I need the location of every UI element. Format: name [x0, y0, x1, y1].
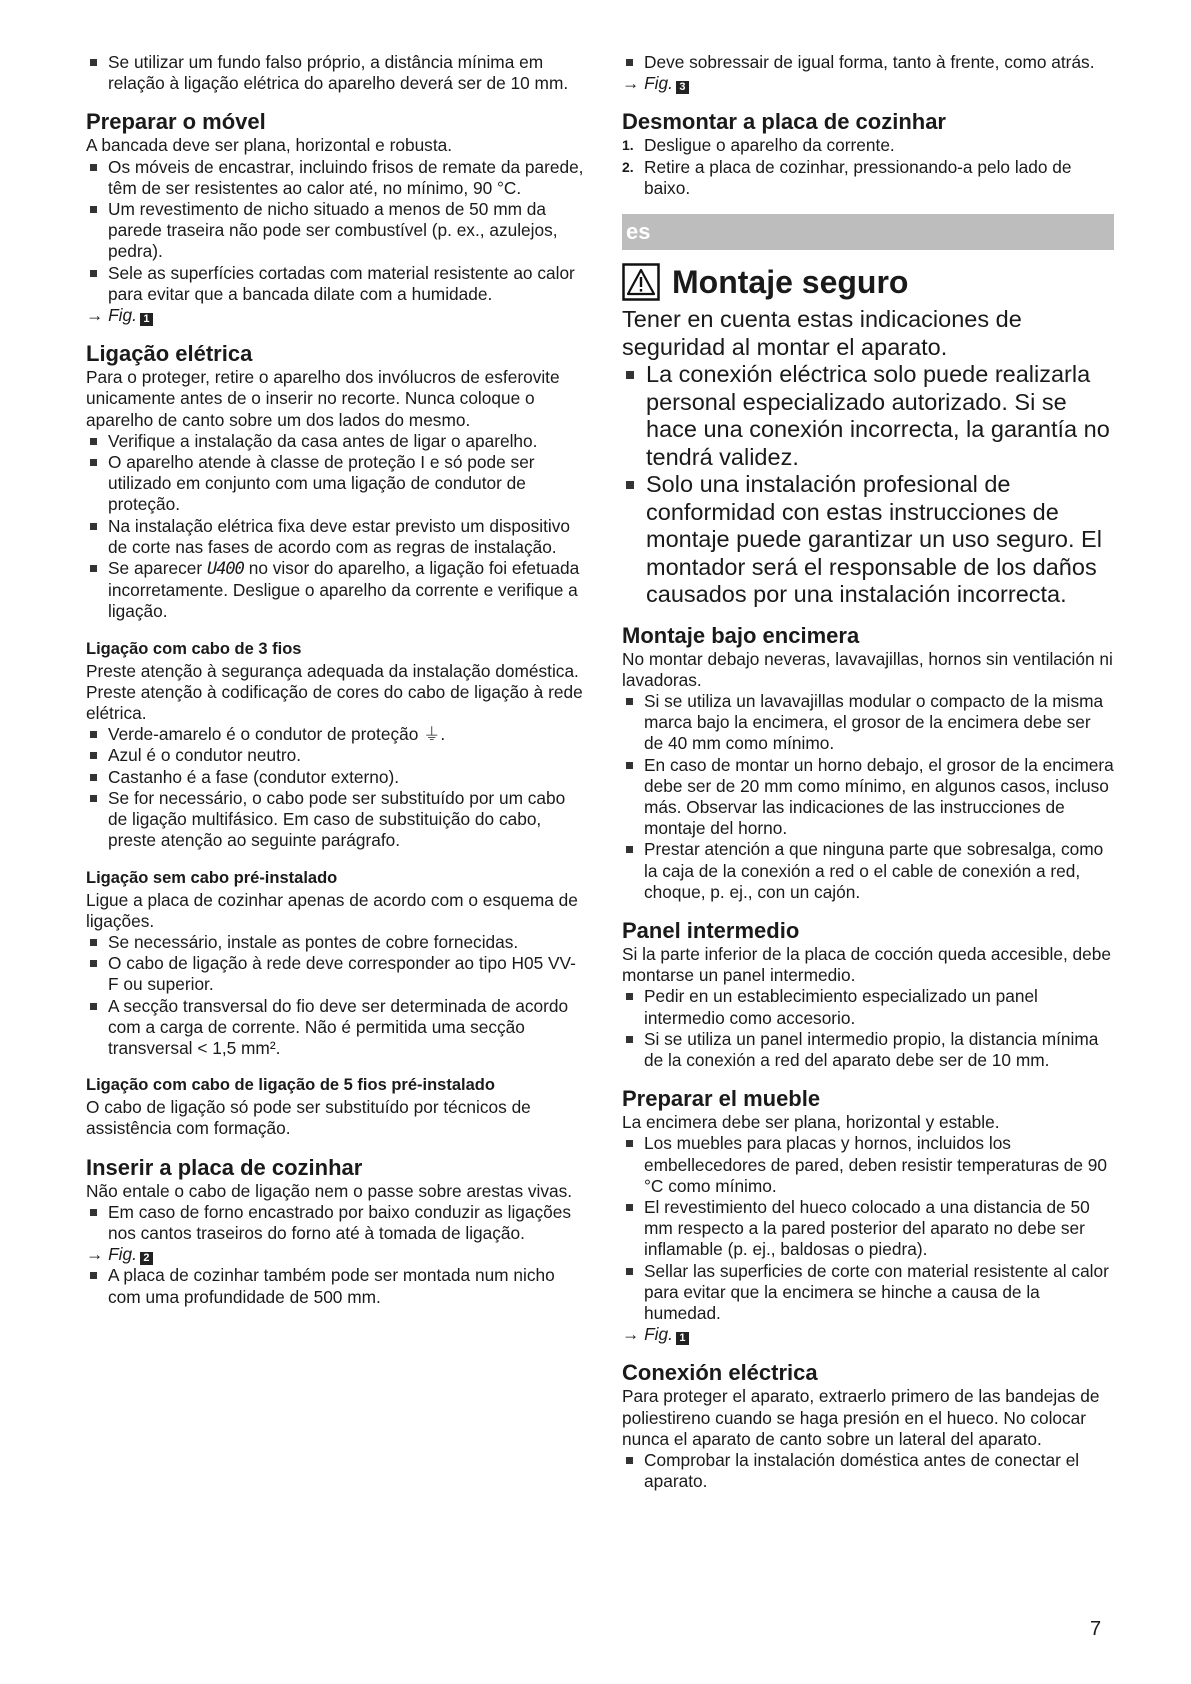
paragraph: Para proteger el aparato, extraerlo primero de las bandejas de poliestireno cuando se haga presión en el hueco. No colocar nunca el aparato de canto sobre un lateral del aparato. [622, 1386, 1100, 1449]
bullet-list [622, 1133, 1114, 1324]
paragraph: A bancada deve ser plana, horizontal e robusta. [86, 135, 453, 156]
right-column [622, 52, 1114, 1492]
figure-reference [622, 73, 1114, 94]
display-code: U400 [206, 559, 244, 580]
title-text: Montaje seguro [672, 264, 909, 301]
paragraph: La encimera debe ser plana, horizontal y estable. [622, 1112, 1000, 1133]
list-item: Verifique a instalação da casa antes de ligar o aparelho. [86, 431, 586, 452]
heading-sem-cabo: Ligação sem cabo pré-instalado [86, 868, 338, 887]
heading-desmontar: Desmontar a placa de cozinhar [622, 109, 946, 135]
bullet-list [86, 157, 586, 305]
list-item: La conexión eléctrica solo puede realizarla personal especializado autorizado. Si se hace una conexión incorrecta, la garantía no tendrá validez. [622, 361, 1114, 471]
list-item: Um revestimento de nicho situado a menos de 50 mm da parede traseira não pode ser combustível (p. ex., azulejos, pedra). [86, 199, 586, 263]
list-item [86, 558, 586, 623]
bullet-list [622, 52, 1114, 73]
lead-paragraph: Tener en cuenta estas indicaciones de seguridad al montar el aparato. [622, 306, 1022, 360]
list-item: Se utilizar um fundo falso próprio, a distância mínima em relação à ligação elétrica do aparelho deverá ser de 10 mm. [86, 52, 586, 94]
language-bar: es [622, 214, 1114, 250]
heading-preparar-mueble: Preparar el mueble [622, 1086, 821, 1112]
heading-montaje-bajo-encimera: Montaje bajo encimera [622, 622, 860, 648]
list-item: O cabo de ligação à rede deve corresponder ao tipo H05 VV-F ou superior. [86, 953, 586, 995]
list-item: Los muebles para placas y hornos, incluidos los embellecedores de pared, deben resistir temperaturas de 90 °C como mínimo. [622, 1133, 1114, 1197]
paragraph: Para o proteger, retire o aparelho dos invólucros de esferovite unicamente antes de o inserir no recorte. Nunca coloque o aparelho de canto sobre um dos lados do mesmo. [86, 367, 560, 430]
bullet-list [86, 932, 586, 1059]
heading-preparar-movel: Preparar o móvel [86, 109, 266, 135]
list-item: Sellar las superficies de corte con material resistente al calor para evitar que la encimera se hinche a causa de la humedad. [622, 1261, 1114, 1325]
list-item: O aparelho atende à classe de proteção I e só pode ser utilizado em conjunto com uma ligação de condutor de proteção. [86, 452, 586, 516]
bullet-list [622, 361, 1114, 609]
step-number: 1. [622, 137, 634, 154]
paragraph: Ligue a placa de cozinhar apenas de acordo com o esquema de ligações. [86, 889, 578, 931]
bullet-list [86, 52, 586, 94]
heading-panel-intermedio: Panel intermedio [622, 917, 800, 943]
figure-number-badge: 1 [140, 313, 153, 326]
step-number: 2. [622, 158, 634, 175]
list-item: Azul é o condutor neutro. [86, 745, 586, 766]
warning-icon [622, 263, 660, 301]
list-item: Comprobar la instalación doméstica antes de conectar el aparato. [622, 1450, 1114, 1492]
figure-number-badge: 2 [140, 1252, 153, 1265]
figure-reference [86, 1244, 586, 1265]
list-item: En caso de montar un horno debajo, el grosor de la encimera debe ser de 20 mm como mínimo, en algunos casos, incluso más. Observar las indicaciones de las instrucciones de montaje del horno. [622, 755, 1114, 840]
figure-reference [622, 1324, 1114, 1345]
list-item: Solo una instalación profesional de conformidad con estas instrucciones de montaje puede garantizar un uso seguro. El montador será el responsable de los daños causados por una instalación incorrecta. [622, 471, 1114, 609]
step-text: Desligue o aparelho da corrente. [644, 135, 895, 156]
list-item: Deve sobressair de igual forma, tanto à frente, como atrás. [622, 52, 1114, 73]
list-item: Em caso de forno encastrado por baixo conduzir as ligações nos cantos traseiros do forno até à tomada de ligação. [86, 1202, 586, 1244]
list-item: Os móveis de encastrar, incluindo frisos de remate da parede, têm de ser resistentes ao calor até, no mínimo, 90 °C. [86, 157, 586, 199]
list-item: Pedir en un establecimiento especializado un panel intermedio como accesorio. [622, 986, 1114, 1028]
list-item [622, 135, 1114, 156]
paragraph: Não entale o cabo de ligação nem o passe sobre arestas vivas. [86, 1180, 573, 1201]
text: Se aparecer [108, 558, 207, 579]
fig-label: → Fig. [622, 1324, 673, 1345]
bullet-list [622, 691, 1114, 903]
bullet-list [622, 986, 1114, 1071]
step-text: Retire a placa de cozinhar, pressionando-a pelo lado de baixo. [644, 156, 1072, 198]
heading-conexion-electrica: Conexión eléctrica [622, 1360, 818, 1386]
text: no visor do aparelho, a ligação foi efetuada incorretamente. Desligue o aparelho da corrente e verifique a ligação. [108, 558, 580, 622]
heading-inserir-placa: Inserir a placa de cozinhar [86, 1154, 363, 1180]
page-number: 7 [1090, 1618, 1102, 1640]
paragraph: Preste atenção à codificação de cores do cabo de ligação à rede elétrica. [86, 681, 583, 724]
list-item: Se for necessário, o cabo pode ser substituído por um cabo de ligação multifásico. Em caso de substituição do cabo, preste atenção ao seguinte parágrafo. [86, 788, 586, 852]
paragraph: Si la parte inferior de la placa de cocción queda accesible, debe montarse un panel intermedio. [622, 943, 1111, 986]
list-item: A secção transversal do fio deve ser determinada de acordo com a carga de corrente. Não é permitida uma secção transversal < 1,5 mm². [86, 996, 586, 1060]
list-item: Verde-amarelo é o condutor de proteção ⏚. [86, 724, 586, 745]
paragraph: Preste atenção à segurança adequada da instalação doméstica. [86, 660, 579, 681]
bullet-list [86, 1265, 586, 1307]
list-item: Si se utiliza un lavavajillas modular o compacto de la misma marca bajo la encimera, el grosor de la encimera debe ser de 40 mm como mínimo. [622, 691, 1114, 755]
list-item [622, 157, 1114, 199]
bullet-list [86, 724, 586, 851]
list-item: Castanho é a fase (condutor externo). [86, 767, 586, 788]
bullet-list [86, 1202, 586, 1244]
list-item: Si se utiliza un panel intermedio propio, la distancia mínima de la conexión a red del aparato debe ser de 10 mm. [622, 1029, 1114, 1071]
figure-number-badge: 3 [676, 81, 689, 94]
paragraph: No montar debajo neveras, lavavajillas, hornos sin ventilación ni lavadoras. [622, 648, 1113, 690]
list-item: El revestimiento del hueco colocado a una distancia de 50 mm respecto a la pared posterior del aparato no debe ser inflamable (p. ej., baldosas o piedra). [622, 1197, 1114, 1261]
figure-reference [86, 305, 586, 326]
fig-label: → Fig. [86, 1244, 137, 1265]
heading-cabo-3-fios: Ligação com cabo de 3 fios [86, 639, 302, 658]
section-title-montaje-seguro [622, 262, 1114, 302]
numbered-list [622, 135, 1114, 199]
fig-label: → Fig. [86, 305, 137, 326]
bullet-list [622, 1450, 1114, 1492]
fig-label: → Fig. [622, 73, 673, 94]
list-item: Prestar atención a que ninguna parte que sobresalga, como la caja de la conexión a red o el cable de conexión a red, choque, p. ej., con un cajón. [622, 839, 1114, 903]
bullet-list [86, 431, 586, 623]
left-column [86, 52, 586, 1308]
figure-number-badge: 1 [676, 1332, 689, 1345]
paragraph: O cabo de ligação só pode ser substituído por técnicos de assistência com formação. [86, 1097, 531, 1139]
heading-ligacao-eletrica: Ligação elétrica [86, 341, 253, 367]
heading-cabo-5-fios: Ligação com cabo de ligação de 5 fios pré-instalado [86, 1076, 495, 1095]
list-item: Sele as superfícies cortadas com material resistente ao calor para evitar que a bancada dilate com a humidade. [86, 263, 586, 305]
list-item: Se necessário, instale as pontes de cobre fornecidas. [86, 932, 586, 953]
list-item: A placa de cozinhar também pode ser montada num nicho com uma profundidade de 500 mm. [86, 1265, 586, 1307]
list-item: Na instalação elétrica fixa deve estar previsto um dispositivo de corte nas fases de acordo com as regras de instalação. [86, 516, 586, 558]
